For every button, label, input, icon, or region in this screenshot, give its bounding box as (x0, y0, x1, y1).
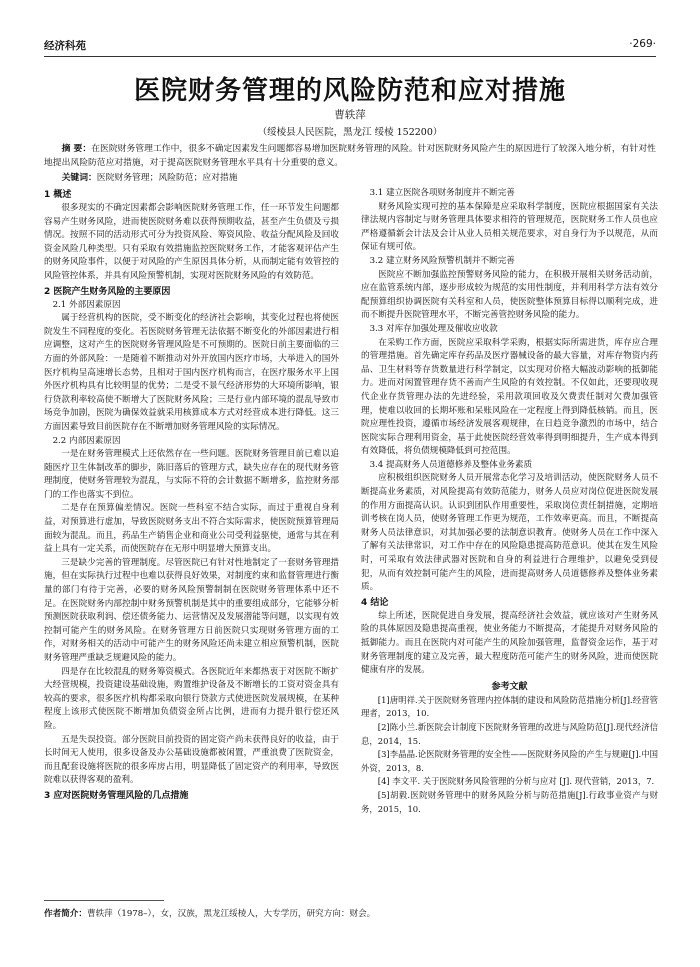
left-column (44, 187, 339, 803)
paragraph: 应积极组织医院财务人员开展常态化学习及培训活动，使医院财务人员不断提高业务素质，对风险提高有效防范能力，财务人员应对岗位促进医院发展的作用方面提高认识。认识到团队作用重要性，采取岗位责任制措施，定期培训考核在岗人员，使财务管理工作更为规范，工作效率更高。而且，不断提高财务人员法律意识，对其加强必要的法制意识教育。使财务人员在工作中深入了解有关法律常识，对工作中存在的风险隐患提高防范意识。使其在发生风险时，可采取有效法律武器对医院和自身的利益进行合理维护，以避免受到侵犯，从而有效控制可能产生的风险，进而提高财务人员道德修养及整体业务素质。 (361, 473, 658, 593)
article-title: 医院财务管理的风险防范和应对措施 (133, 76, 566, 106)
section-heading: 3.3 对库存加强处理及催收应收款 (369, 323, 498, 334)
paragraph: 很多现实的不确定因素都会影响医院财务管理工作，任一环节发生问题都容易产生财务风险，进而使医院财务难以获得预期收益，甚至产生负债及亏损情况。按照不同的活动形式可分为投资风险、筹资风险、收益分配风险及回收资金风险几种类型。只有采取有效措施监控医院财务工作，才能客观评估产生的财务风险事件，以便于对风险的产生原因具体分析，从而制定能有效管控的风险管控体系，并具有风险预警机制，实现对医院财务风险的有效防范。 (44, 203, 339, 281)
keywords-label: 关键词： (61, 173, 97, 183)
footnote-rule (44, 900, 164, 901)
paragraph: 医院应不断加强监控预警财务风险的能力，在积极开展相关财务活动前，应在监管系统内部，逐步形成较为规范的实用性制度，并利用科学方法有效分配预算组织协调医院有关科室和人员，使医院整体预算目标得以顺利完成，进而不断提升医院管理水平，不断完善管控财务风险的能力。 (361, 269, 658, 321)
keywords (44, 171, 656, 185)
references-title: 参考文献 (491, 681, 528, 692)
paragraph: 一是在财务管理模式上还依然存在一些问题。医院财务管理目前已难以追随医疗卫生体制改革的脚步，陈旧落后的管理方式，缺失应存在的现代财务管理制度，使财务管理较为混乱，与实际不符的会计数据不断增多，监控财务部门的工作也落实不到位。 (44, 449, 339, 500)
paragraph: 四是存在比较混乱的财务筹资模式。各医院近年来都热衷于对医院不断扩大经营规模，投资建设基础设施，购置维护设备及不断增长的工资对资金具有较高的要求，很多医疗机构都采取向银行贷款方式使进医院发展规模，在某种程度上该形式使医院不断增加负债资金所占比例，进而有力提升银行偿还风险。 (44, 666, 339, 731)
section-heading: 2 医院产生财务风险的主要原因 (44, 286, 171, 297)
paragraph: 在采购工作方面，医院应采取科学采购，根据实际所需进货，库存应合理的管理措施。首先确定库存药品及医疗器械设备的最大容量，对库存物资内药品、卫生材料等存货数量进行科学制定，以实现对价格大幅波动影响的抵御能力。进而对闲置管理存货不善而产生风险的有效控制。不仅如此，还要现收现代企业存货管理办法的先进经验，采用款项回收及欠费责任制对欠费加强管理，使难以收回的长期坏账和呆账风险在一定程度上得到降低核销。而且，医院应理性投资，遵循市场经济发展客观规律，在日趋竞争激烈的市场中，结合医院实际合理利用资金，基于此使医院经营效率得到明细提升，生产成本得到有效降低，将负债规模降低到可控范围。 (361, 337, 658, 457)
running-header (44, 38, 656, 56)
journal-name: 经济科苑 (44, 40, 86, 52)
reference-item: [3]李晶晶.论医院财务管理的安全性——医院财务风险的产生与规避[J].中国外资，2013，8. (361, 749, 658, 773)
paragraph: 属于经营机构的医院，受不断变化的经济社会影响，其变化过程也将使医院发生不同程度的变化。若医院财务管理无法依据不断变化的外部因素进行相应调整，这对产生的医院财务管理风险是不可预期的。医院日前主要面临的三方面的外部风险：一是随着不断推动对外开放国内医疗市场，大举进入的国外医疗机构呈高速增长态势，且相对于国内医疗机构而言，在医疗服务水平上国外医疗机构具有比较明显的优势；二是受不景气经济形势的大环境所影响，银行贷款利率较高使不断增大了医院财务风险；三是行业内部环境的混乱导致市场竞争加剧，医院为确保效益就采用核算成本方式对经营成本进行降低。这三方面因素导致目前医院存在不断增加财务管理风险的实际情况。 (44, 313, 339, 432)
abstract-text: 在医院财务管理工作中，很多不确定因素发生问题都容易增加医院财务管理的风险。针对医院财务风险产生的原因进行了较深入地分析，有针对性地提出风险防范应对措施，对于提高医院财务管理水平具有十分重要的意义。 (44, 144, 656, 168)
section-heading: 3 应对医院财务管理风险的几点措施 (44, 790, 189, 801)
section-heading: 1 概述 (44, 190, 72, 200)
reference-item: [5]胡毅.医院财务管理中的财务风险分析与防范措施[J].行政事业资产与财务，2015，10. (361, 789, 658, 814)
section-heading: 3.4 提高财务人员道德修养及整体业务素质 (369, 459, 533, 470)
reference-item: [2]陈小兰.新医院会计制度下医院财务管理的改进与风险防范[J].现代经济信息，2014，15. (361, 721, 658, 746)
page-number: ·269· (629, 38, 656, 50)
paragraph: 五是失误投资。部分医院目前投资的固定资产尚未获得良好的收益，由于长时间无人使用，很多设备及办公基础设施都被闲置，严重浪费了医院资金，而且配套设施将医院的很多库房占用，明显降低了固定资产的利用率，导致医院难以获得客观的盈利。 (44, 734, 339, 786)
section-heading: 3.1 建立医院各项财务制度并不断完善 (369, 188, 515, 198)
right-column (361, 187, 658, 816)
keywords-text: 医院财务管理；风险防范；应对措施 (96, 173, 238, 183)
paragraph: 三是缺少完善的管理制度。尽管医院已有针对性地制定了一套财务管理措施，但在实际执行过程中也难以获得良好效果，对制度约束和监督管理进行衡量的部门有待于完善，必要的财务风险预警制制在医院财务管理体系中还不足。在医院财务内部控制中财务预警机制是其中的重要组成部分，它能够分析预测医院获取利润、偿还债务能力、运营情况及发展潜能等问题，以实现有效控制可能产生的财务风险。在财务管理方日前医院只实现财务管理方面的工作，对财务相关的活动中可能产生的财务风险还尚未建立相应预警机制，医院财务管理严重缺乏规避风险的能力。 (44, 557, 339, 663)
abstract (44, 142, 656, 170)
paragraph: 财务风险实现可控的基本保障是应采取科学制度，医院应根据国家有关法律法规内容制定与财务管理具体要求相符的管理规范，医院财务工作人员也应严格遵循新会计法及会计从业人员相关规范要求，对自身行为予以规范，从而保证有规可依。 (361, 201, 658, 253)
section-heading: 2.2 内部因素原因 (52, 435, 121, 446)
section-heading: 3.2 建立财务风险预警机制并不断完善 (369, 255, 515, 266)
section-heading: 4 结论 (361, 597, 389, 608)
author-footnote (44, 908, 656, 921)
abstract-label: 摘 要： (61, 144, 92, 154)
author-affiliation: （绥棱县人民医院，黑龙江 绥棱 152200） (257, 127, 443, 138)
paragraph: 二是存在预算偏差情况。医院一些科室不结合实际，而过于重视自身利益，对预算进行虚加，导致医院财务支出不符合实际需求，使医院预算管理局面较为混乱。而且，药品生产销售企业和商业公司受利益驱使，通常与其在利益上具有一定关系，而使医院存在无形中明显增大预算支出。 (44, 503, 339, 555)
footnote-label: 作者简介： (44, 909, 87, 919)
header-rule (44, 56, 656, 57)
reference-item: [4] 李文平. 关于医院财务风险管理的分析与应对 [J]. 现代营销，2013，7. (377, 776, 655, 787)
author-name: 曹轶萍 (334, 109, 366, 121)
paragraph: 综上所述，医院促进自身发展，提高经济社会效益，就应该对产生财务风险的具体原因及隐患提高重视，使业务能力不断提高，才能提升对财务风险的抵御能力。而且在医院内对可能产生的风险加强管理，监督资金运作，基于对财务管理制度的建立及完善，最大程度防范可能产生的财务风险，进而使医院健康有序的发展。 (361, 610, 658, 676)
reference-item: [1]唐明祥.关于医院财务管理内控体制的建设和风险防范措施分析[J].经营管理者，2013，10. (361, 694, 658, 719)
footnote-text: 曹轶萍（1978–），女，汉族，黑龙江绥棱人，大专学历，研究方向：财会。 (86, 909, 376, 919)
section-heading: 2.1 外部因素原因 (52, 299, 121, 310)
